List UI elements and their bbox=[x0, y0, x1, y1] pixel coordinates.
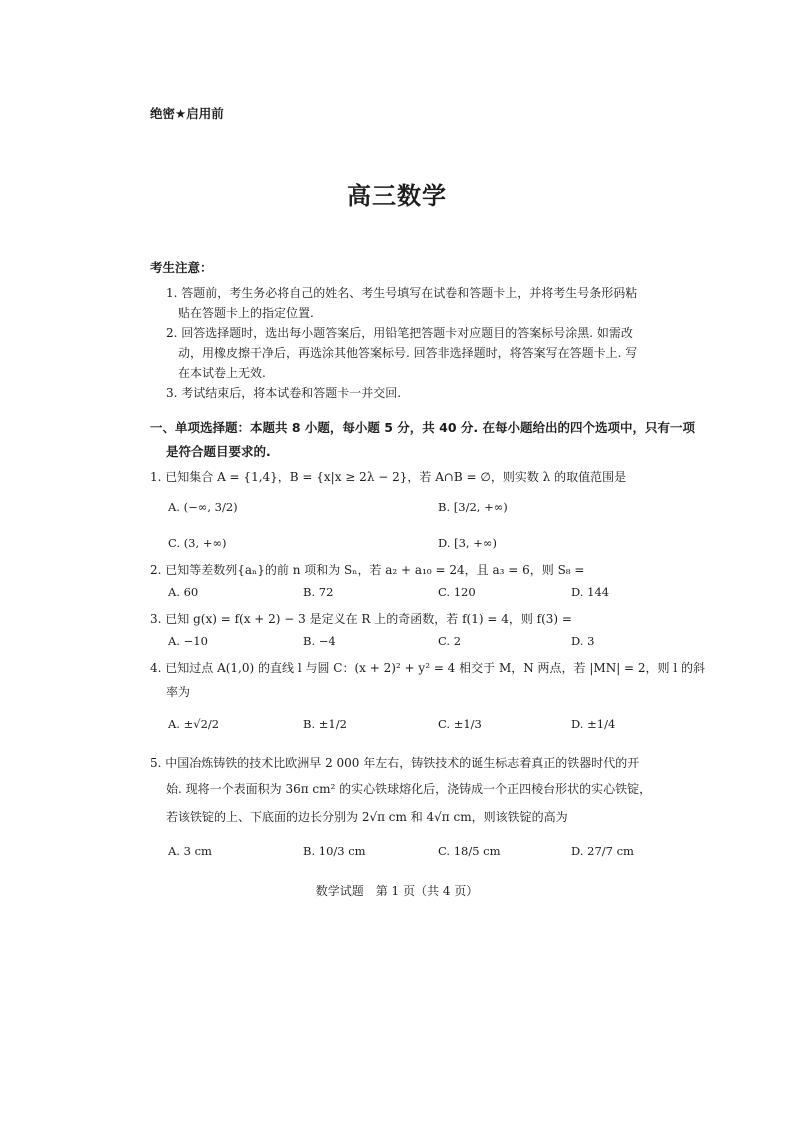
question-3-option-c: C. 2 bbox=[438, 634, 462, 648]
question-2-option-d: D. 144 bbox=[571, 585, 610, 599]
section-heading-line-1: 一、单项选择题：本题共 8 小题，每小题 5 分，共 40 分. 在每小题给出的四个选项中，只有一项 bbox=[150, 420, 696, 435]
question-2-text: 2. 已知等差数列{aₙ}的前 n 项和为 Sₙ，若 a₂ + a₁₀ = 24，且 a₃ = 6，则 S₈ = bbox=[150, 563, 585, 577]
question-1-option-b: B. [3/2, +∞) bbox=[438, 500, 508, 514]
question-2-option-a: A. 60 bbox=[168, 585, 199, 599]
question-2-option-c: C. 120 bbox=[438, 585, 476, 599]
question-1-option-a: A. (−∞, 3/2) bbox=[168, 500, 238, 514]
question-4-option-a: A. ±√2/2 bbox=[168, 717, 220, 731]
notice-line-2: 贴在答题卡上的指定位置. bbox=[178, 306, 314, 320]
page-footer: 数学试题 第 1 页（共 4 页） bbox=[315, 884, 479, 898]
question-4-option-b: B. ±1/2 bbox=[303, 717, 347, 731]
question-3-option-b: B. −4 bbox=[303, 634, 336, 648]
notice-heading: 考生注意： bbox=[150, 260, 213, 275]
question-4-text-line-1: 4. 已知过点 A(1,0) 的直线 l 与圆 C：(x + 2)² + y² = 4 相交于 M，N 两点，若 |MN| = 2，则 l 的斜 bbox=[150, 661, 706, 675]
question-5-option-a: A. 3 cm bbox=[168, 844, 212, 858]
question-4-option-c: C. ±1/3 bbox=[438, 717, 482, 731]
notice-line-1: 1. 答题前，考生务必将自己的姓名、考生号填写在试卷和答题卡上，并将考生号条形码粘 bbox=[166, 286, 638, 300]
page-title: 高三数学 bbox=[347, 182, 447, 210]
question-3-text: 3. 已知 g(x) = f(x + 2) − 3 是定义在 R 上的奇函数，若 f(1) = 4，则 f(3) = bbox=[150, 612, 572, 626]
notice-line-3: 2. 回答选择题时，选出每小题答案后，用铅笔把答题卡对应题目的答案标号涂黑. 如需改 bbox=[166, 326, 633, 340]
question-1-option-d: D. [3, +∞) bbox=[438, 536, 497, 550]
section-heading-line-2: 是符合题目要求的. bbox=[166, 444, 271, 459]
question-5-text-line-2: 始. 现将一个表面积为 36π cm² 的实心铁球熔化后，浇铸成一个正四棱台形状的实心铁锭， bbox=[166, 782, 652, 796]
notice-line-4: 动，用橡皮擦干净后，再选涂其他答案标号. 回答非选择题时，将答案写在答题卡上. 写 bbox=[178, 346, 638, 360]
notice-line-6: 3. 考试结束后，将本试卷和答题卡一并交回. bbox=[166, 386, 402, 400]
question-5-text-line-1: 5. 中国冶炼铸铁的技术比欧洲早 2 000 年左右，铸铁技术的诞生标志着真正的铁器时代的开 bbox=[150, 756, 640, 770]
question-5-option-b: B. 10/3 cm bbox=[303, 844, 366, 858]
confidential-label: 绝密★启用前 bbox=[150, 106, 224, 121]
question-2-option-b: B. 72 bbox=[303, 585, 334, 599]
question-4-option-d: D. ±1/4 bbox=[571, 717, 616, 731]
question-1-text: 1. 已知集合 A = {1,4}，B = {x|x ≥ 2λ − 2}，若 A∩B = ∅，则实数 λ 的取值范围是 bbox=[150, 470, 627, 484]
question-5-option-d: D. 27/7 cm bbox=[571, 844, 634, 858]
question-3-option-a: A. −10 bbox=[168, 634, 208, 648]
question-5-text-line-3: 若该铁锭的上、下底面的边长分别为 2√π cm 和 4√π cm，则该铁锭的高为 bbox=[166, 810, 568, 824]
question-4-text-line-2: 率为 bbox=[166, 685, 191, 699]
question-3-option-d: D. 3 bbox=[571, 634, 595, 648]
question-5-option-c: C. 18/5 cm bbox=[438, 844, 501, 858]
notice-line-5: 在本试卷上无效. bbox=[178, 366, 266, 380]
question-1-option-c: C. (3, +∞) bbox=[168, 536, 227, 550]
